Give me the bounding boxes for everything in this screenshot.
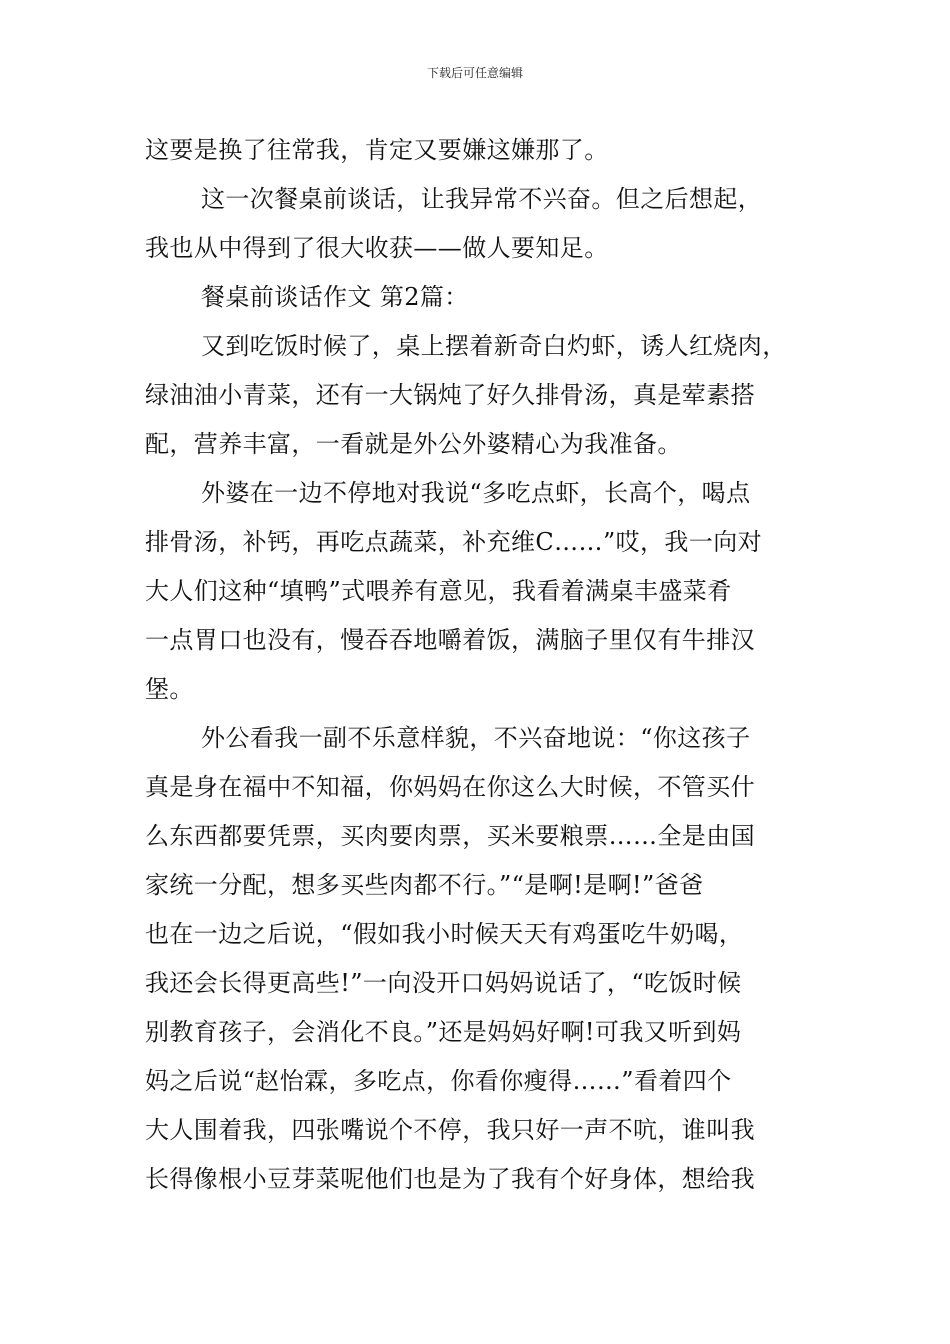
body-line: 外公看我一副不乐意样貌，不兴奋地说：“你这孩子 bbox=[201, 724, 751, 752]
body-line: 排骨汤，补钙，再吃点蔬菜，补充维C……”哎，我一向对 bbox=[145, 528, 763, 556]
body-line: 我还会长得更高些!”一向没开口妈妈说话了，“吃饭时候 bbox=[145, 969, 742, 997]
body-line: 妈之后说“赵怡霖，多吃点，你看你瘦得……”看着四个 bbox=[145, 1067, 732, 1095]
body-line: 绿油油小青菜，还有一大锅炖了好久排骨汤，真是荤素搭 bbox=[145, 381, 755, 409]
body-line: 又到吃饭时候了，桌上摆着新奇白灼虾，诱人红烧肉， bbox=[201, 332, 787, 360]
body-line: 真是身在福中不知福，你妈妈在你这么大时候，不管买什 bbox=[145, 773, 755, 801]
body-line: 配，营养丰富，一看就是外公外婆精心为我准备。 bbox=[145, 430, 682, 458]
body-line: 堡。 bbox=[145, 675, 194, 703]
document-body bbox=[145, 126, 815, 1204]
body-line: 家统一分配，想多买些肉都不行。”“是啊!是啊!”爸爸 bbox=[145, 871, 704, 899]
body-line: 我也从中得到了很大收获——做人要知足。 bbox=[145, 234, 609, 262]
page-header-note: 下载后可任意编辑 bbox=[426, 66, 523, 80]
body-line: 么东西都要凭票，买肉要肉票，买米要粮票……全是由国 bbox=[145, 822, 755, 850]
body-line: 大人围着我，四张嘴说个不停，我只好一声不吭，谁叫我 bbox=[145, 1116, 755, 1144]
body-line: 外婆在一边不停地对我说“多吃点虾，长高个，喝点 bbox=[201, 479, 751, 507]
body-line: 别教育孩子，会消化不良。”还是妈妈好啊!可我又听到妈 bbox=[145, 1018, 742, 1046]
body-line: 一点胃口也没有，慢吞吞地嚼着饭，满脑子里仅有牛排汉 bbox=[145, 626, 755, 654]
body-line: 这一次餐桌前谈话，让我异常不兴奋。但之后想起， bbox=[201, 185, 763, 213]
body-line: 这要是换了往常我，肯定又要嫌这嫌那了。 bbox=[145, 136, 609, 164]
body-line: 长得像根小豆芽菜呢他们也是为了我有个好身体，想给我 bbox=[145, 1165, 755, 1193]
body-line: 也在一边之后说，“假如我小时候天天有鸡蛋吃牛奶喝， bbox=[145, 920, 744, 948]
section-heading: 餐桌前谈话作文 第2篇： bbox=[201, 283, 469, 311]
body-line: 大人们这种“填鸭”式喂养有意见，我看着满桌丰盛菜肴 bbox=[145, 577, 732, 605]
